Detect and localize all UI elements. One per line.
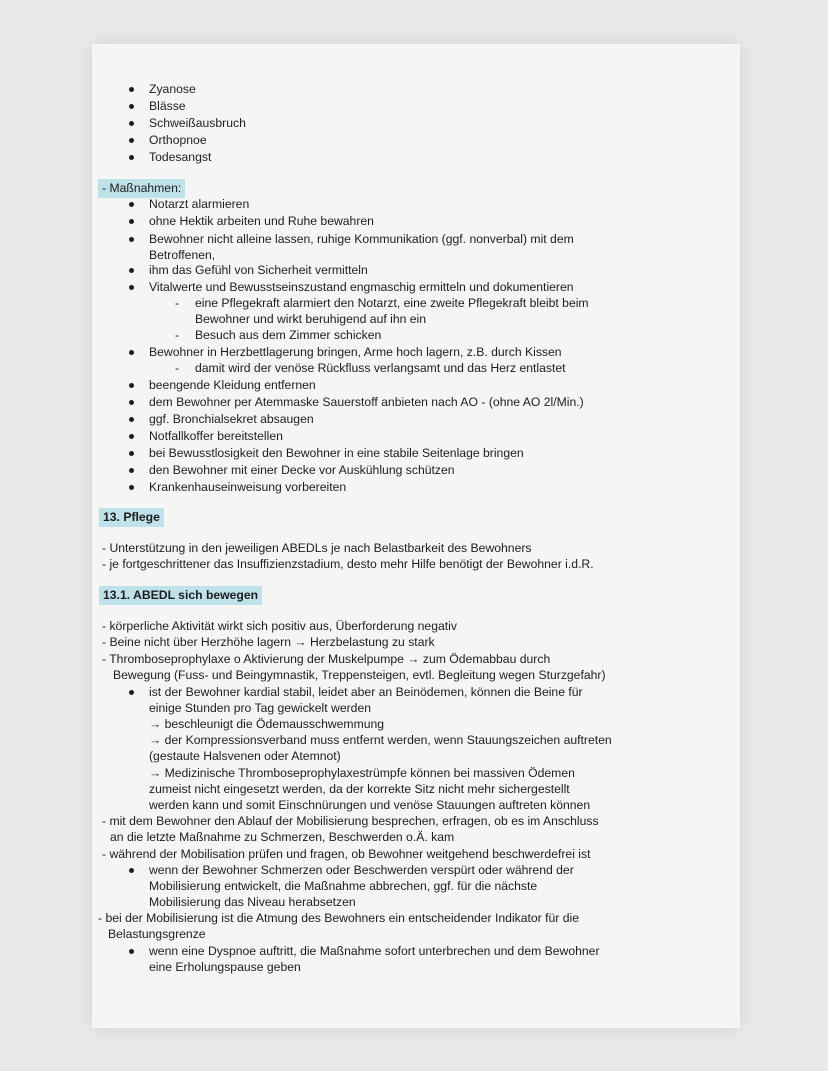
list-item: Orthopnoe xyxy=(149,133,207,147)
list-item-continuation: → beschleunigt die Ödemausschwemmung xyxy=(149,717,385,731)
list-item-continuation: Betroffenen, xyxy=(149,248,216,262)
list-item: wenn eine Dyspnoe auftritt, die Maßnahme sofort unterbrechen und dem Bewohner xyxy=(149,944,600,958)
list-item: Vitalwerte und Bewusstseinszustand engmaschig ermitteln und dokumentieren xyxy=(149,280,574,294)
paragraph-line: - je fortgeschrittener das Insuffizienzstadium, desto mehr Hilfe benötigt der Bewohner i.d.R. xyxy=(102,557,594,571)
bullet xyxy=(129,949,134,954)
list-item: ihm das Gefühl von Sicherheit vermitteln xyxy=(149,263,368,277)
bullet xyxy=(129,400,134,405)
bullet xyxy=(129,155,134,160)
section-heading-abedl: 13.1. ABEDL sich bewegen xyxy=(99,586,262,605)
list-item: Bewohner nicht alleine lassen, ruhige Kommunikation (ggf. nonverbal) mit dem xyxy=(149,232,574,246)
paragraph-line: - bei der Mobilisierung ist die Atmung des Bewohners ein entscheidender Indikator für die xyxy=(98,911,580,925)
dash-marker: - xyxy=(175,328,180,342)
bullet xyxy=(129,219,134,224)
list-item: ist der Bewohner kardial stabil, leidet aber an Beinödemen, können die Beine für xyxy=(149,685,583,699)
section-heading-massnahmen: - Maßnahmen: xyxy=(98,179,185,198)
list-item: dem Bewohner per Atemmaske Sauerstoff anbieten nach AO - (ohne AO 2l/Min.) xyxy=(149,395,584,409)
bullet xyxy=(129,868,134,873)
bullet xyxy=(129,87,134,92)
list-item-continuation: Mobilisierung entwickelt, die Maßnahme abbrechen, ggf. für die nächste xyxy=(149,879,538,893)
sub-item: Besuch aus dem Zimmer schicken xyxy=(195,328,382,342)
bullet xyxy=(129,104,134,109)
list-item-continuation: Mobilisierung das Niveau herabsetzen xyxy=(149,895,356,909)
list-item: Zyanose xyxy=(149,82,196,96)
list-item-continuation: eine Erholungspause geben xyxy=(149,960,301,974)
list-item-continuation: werden kann und somit Einschnürungen und venöse Stauungen auftreten können xyxy=(149,798,591,812)
list-item-continuation: (gestaute Halsvenen oder Atemnot) xyxy=(149,749,341,763)
bullet xyxy=(129,350,134,355)
list-item: Notarzt alarmieren xyxy=(149,197,250,211)
sub-item: eine Pflegekraft alarmiert den Notarzt, eine zweite Pflegekraft bleibt beim xyxy=(195,296,589,310)
paragraph-line: - mit dem Bewohner den Ablauf der Mobilisierung besprechen, erfragen, ob es im Anschluss xyxy=(102,814,599,828)
paragraph-line: - Beine nicht über Herzhöhe lagern → Herzbelastung zu stark xyxy=(102,635,435,649)
bullet xyxy=(129,485,134,490)
list-item: Notfallkoffer bereitstellen xyxy=(149,429,283,443)
list-item-continuation: zumeist nicht eingesetzt werden, da der korrekte Sitz nicht mehr sichergestellt xyxy=(149,782,570,796)
paragraph-line: - körperliche Aktivität wirkt sich positiv aus, Überforderung negativ xyxy=(102,619,457,633)
dash-marker: - xyxy=(175,296,180,310)
list-item: wenn der Bewohner Schmerzen oder Beschwerden verspürt oder während der xyxy=(149,863,574,877)
bullet xyxy=(129,202,134,207)
list-item: Todesangst xyxy=(149,150,212,164)
paragraph-line: - Unterstützung in den jeweiligen ABEDLs je nach Belastbarkeit des Bewohners xyxy=(102,541,532,555)
paragraph-line: - Thromboseprophylaxe o Aktivierung der Muskelpumpe → zum Ödemabbau durch xyxy=(102,652,551,666)
list-item: Blässe xyxy=(149,99,186,113)
list-item: den Bewohner mit einer Decke vor Auskühlung schützen xyxy=(149,463,455,477)
bullet xyxy=(129,468,134,473)
bullet xyxy=(129,417,134,422)
list-item-continuation: → der Kompressionsverband muss entfernt werden, wenn Stauungszeichen auftreten xyxy=(149,733,612,747)
bullet xyxy=(129,121,134,126)
list-item: Krankenhauseinweisung vorbereiten xyxy=(149,480,347,494)
paragraph-line: an die letzte Maßnahme zu Schmerzen, Beschwerden o.Ä. kam xyxy=(110,830,455,844)
bullet xyxy=(129,383,134,388)
sub-item-continuation: Bewohner und wirkt beruhigend auf ihn ein xyxy=(195,312,427,326)
paragraph-line: Bewegung (Fuss- und Beingymnastik, Treppensteigen, evtl. Begleitung wegen Sturzgefahr) xyxy=(113,668,606,682)
bullet xyxy=(129,285,134,290)
paragraph-line: Belastungsgrenze xyxy=(108,927,206,941)
list-item: beengende Kleidung entfernen xyxy=(149,378,316,392)
bullet xyxy=(129,237,134,242)
dash-marker: - xyxy=(175,361,180,375)
list-item: bei Bewusstlosigkeit den Bewohner in eine stabile Seitenlage bringen xyxy=(149,446,524,460)
section-heading-pflege: 13. Pflege xyxy=(99,508,164,527)
list-item: ggf. Bronchialsekret absaugen xyxy=(149,412,314,426)
bullet xyxy=(129,434,134,439)
paragraph-line: - während der Mobilisation prüfen und fragen, ob Bewohner weitgehend beschwerdefrei ist xyxy=(102,847,591,861)
list-item-continuation: einige Stunden pro Tag gewickelt werden xyxy=(149,701,372,715)
list-item-continuation: → Medizinische Thromboseprophylaxestrümpfe können bei massiven Ödemen xyxy=(149,766,575,780)
sub-item: damit wird der venöse Rückfluss verlangsamt und das Herz entlastet xyxy=(195,361,566,375)
bullet xyxy=(129,451,134,456)
bullet xyxy=(129,138,134,143)
list-item: Bewohner in Herzbettlagerung bringen, Arme hoch lagern, z.B. durch Kissen xyxy=(149,345,562,359)
list-item: Schweißausbruch xyxy=(149,116,246,130)
bullet xyxy=(129,690,134,695)
list-item: ohne Hektik arbeiten und Ruhe bewahren xyxy=(149,214,374,228)
bullet xyxy=(129,268,134,273)
